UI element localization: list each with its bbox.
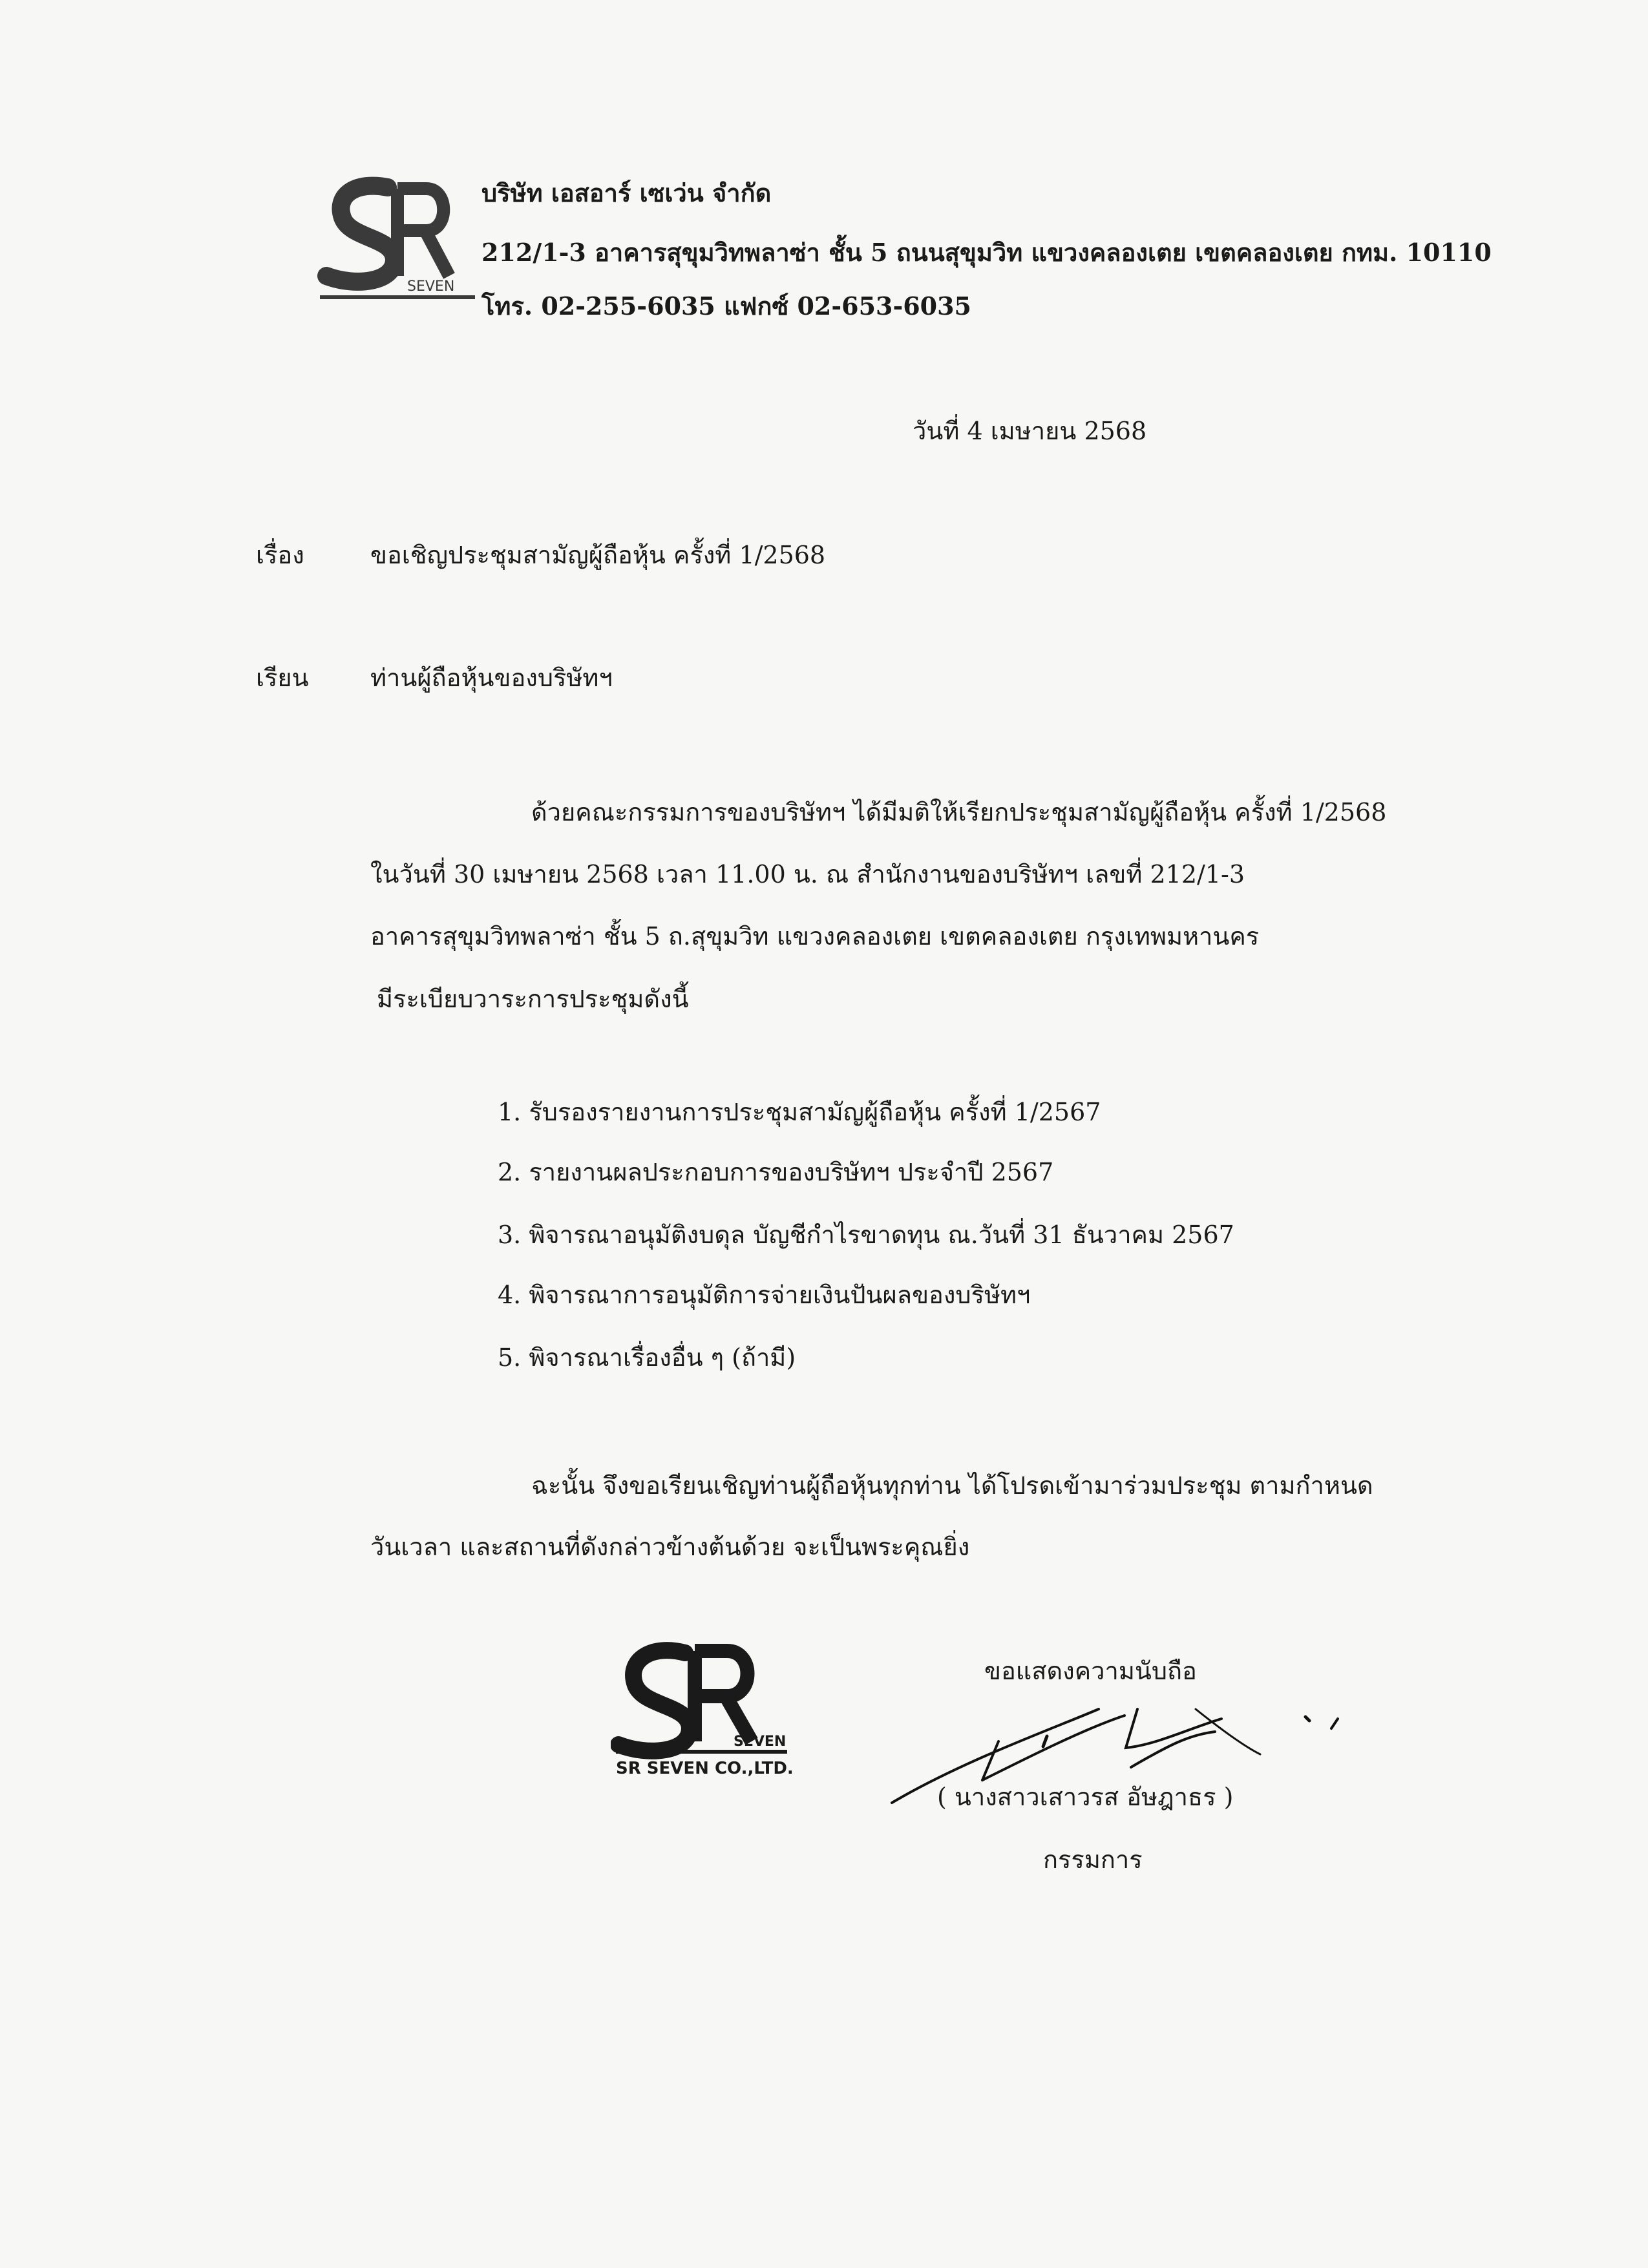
subject-text: ขอเชิญประชุมสามัญผู้ถือหุ้น ครั้งที่ 1/2568 [370, 541, 826, 569]
letter-date: วันที่ 4 เมษายน 2568 [913, 417, 1147, 445]
seal-company-line: SR SEVEN CO.,LTD. [616, 1759, 794, 1778]
recipient-text: ท่านผู้ถือหุ้นของบริษัทฯ [370, 664, 613, 692]
body-line-4: มีระเบียบวาระการประชุมดังนี้ [377, 985, 689, 1013]
agenda-item: 2. รายงานผลประกอบการของบริษัทฯ ประจำปี 2567 [498, 1158, 1054, 1186]
closing-paragraph-line-2: วันเวลา และสถานที่ดังกล่าวข้างต้นด้วย จะเป็นพระคุณยิ่ง [370, 1533, 970, 1561]
company-phone-fax: โทร. 02-255-6035 แฟกซ์ 02-653-6035 [481, 291, 971, 320]
company-seal [611, 1635, 798, 1783]
company-address: 212/1-3 อาคารสุขุมวิทพลาซ่า ชั้น 5 ถนนสุขุมวิท แขวงคลองเตย เขตคลองเตย กทม. 10110 [481, 238, 1492, 267]
agenda-item: 4. พิจารณาการอนุมัติการจ่ายเงินปันผลของบริษัทฯ [498, 1281, 1031, 1309]
agenda-item: 1. รับรองรายงานการประชุมสามัญผู้ถือหุ้น ครั้งที่ 1/2567 [498, 1098, 1101, 1126]
recipient-label: เรียน [256, 664, 309, 692]
closing-paragraph-line-1: ฉะนั้น จึงขอเรียนเชิญท่านผู้ถือหุ้นทุกท่าน ได้โปรดเข้ามาร่วมประชุม ตามกำหนด [531, 1471, 1373, 1500]
body-line-1: ด้วยคณะกรรมการของบริษัทฯ ได้มีมติให้เรียกประชุมสามัญผู้ถือหุ้น ครั้งที่ 1/2568 [531, 798, 1387, 826]
closing-salutation: ขอแสดงความนับถือ [984, 1657, 1197, 1685]
agenda-item: 5. พิจารณาเรื่องอื่น ๆ (ถ้ามี) [498, 1343, 796, 1372]
subject-label: เรื่อง [256, 541, 304, 569]
company-logo [317, 169, 478, 311]
company-name: บริษัท เอสอาร์ เซเว่น จำกัด [481, 178, 772, 207]
signer-title: กรรมการ [1043, 1845, 1143, 1874]
signer-name: ( นางสาวเสาวรส อัษฎาธร ) [937, 1783, 1234, 1811]
agenda-item: 3. พิจารณาอนุมัติงบดุล บัญชีกำไรขาดทุน ณ.วันที่ 31 ธันวาคม 2567 [498, 1221, 1234, 1249]
logo-subtext: SEVEN [407, 278, 455, 295]
body-line-2: ในวันที่ 30 เมษายน 2568 เวลา 11.00 น. ณ สำนักงานของบริษัทฯ เลขที่ 212/1-3 [370, 860, 1245, 888]
body-line-3: อาคารสุขุมวิทพลาซ่า ชั้น 5 ถ.สุขุมวิท แขวงคลองเตย เขตคลองเตย กรุงเทพมหานคร [370, 922, 1260, 950]
seal-subtext: SEVEN [734, 1734, 787, 1750]
